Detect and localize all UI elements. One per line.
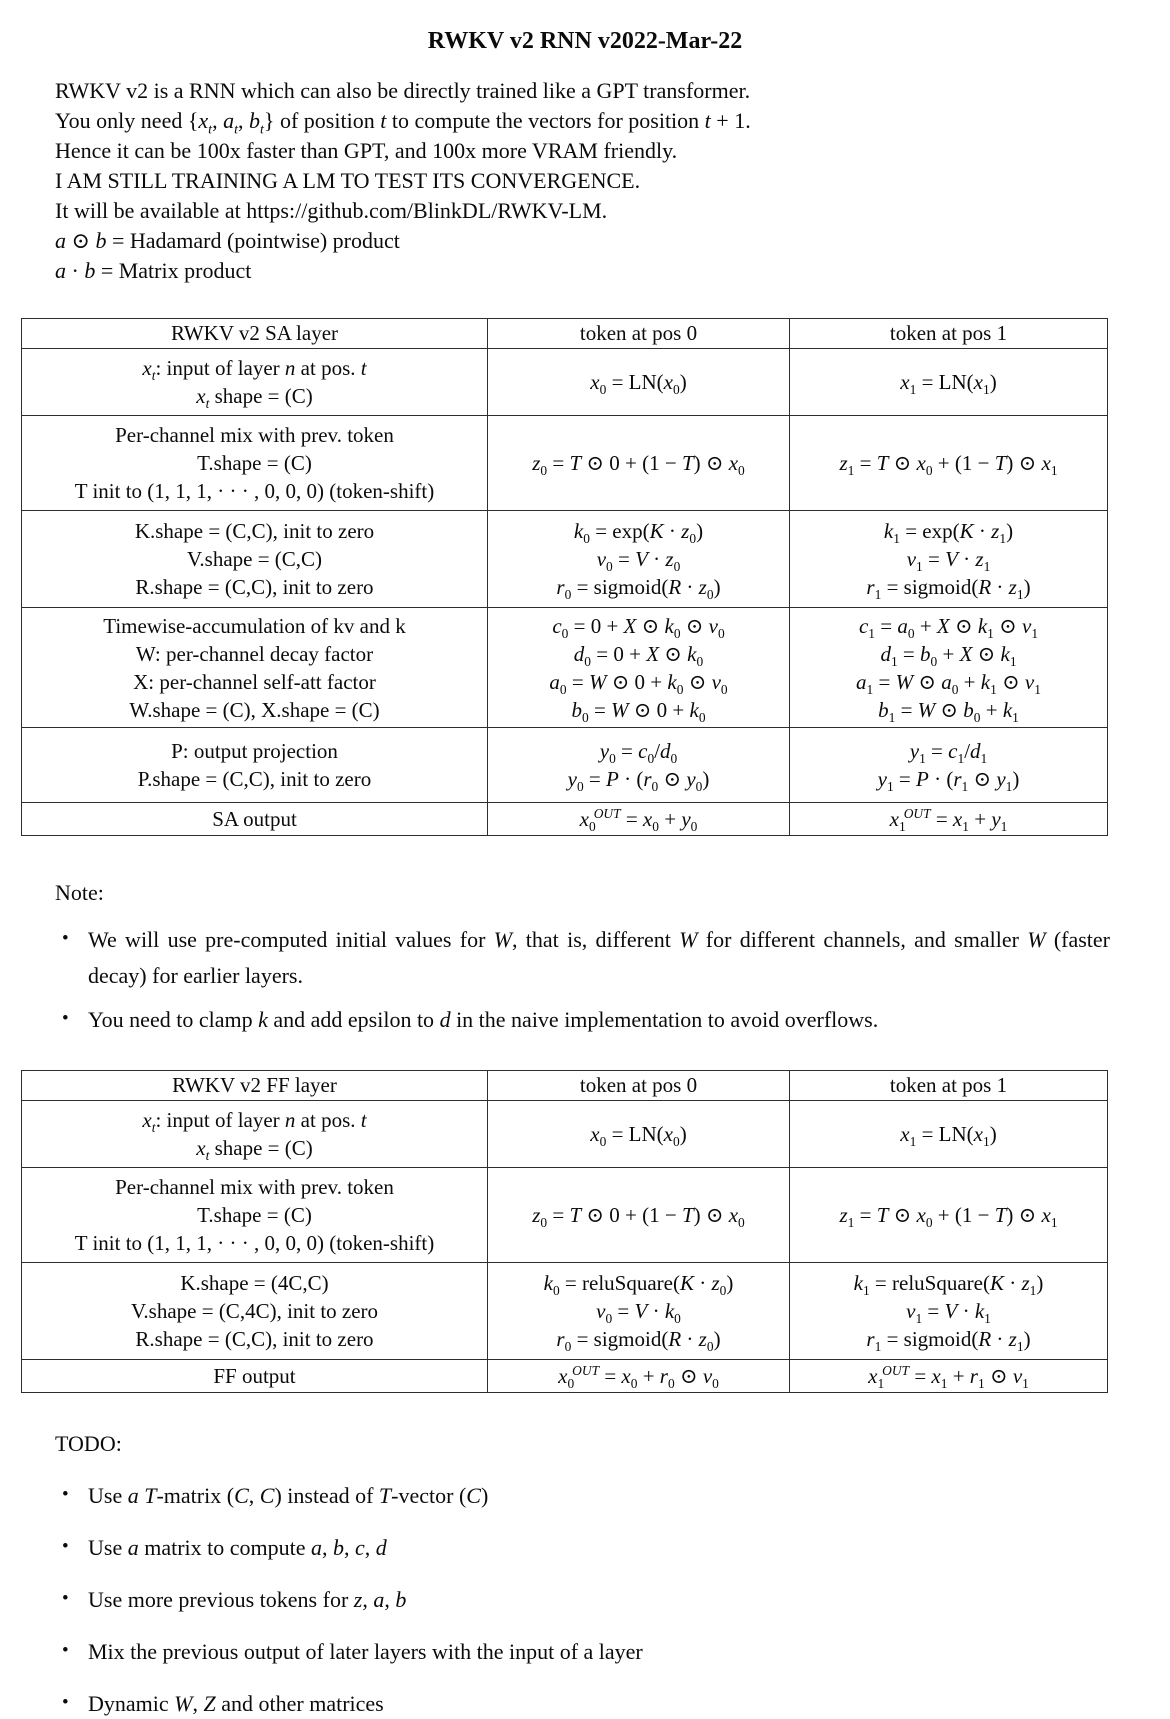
label-line: SA output: [212, 807, 297, 831]
todo-bullet: [62, 1533, 1110, 1563]
note-bullet-text: We will use pre-computed initial values for W, that is, different W for different channels, and smaller W (faster decay) for earlier layers.: [88, 927, 1111, 988]
intro-line: Hence it can be 100x faster than GPT, and 100x more VRAM friendly.: [55, 138, 678, 163]
formula-line: $z_0 = T$ ⊙ 0 + (1 − T) ⊙ $x_0$: [532, 451, 745, 479]
formula-cell: [790, 608, 1108, 728]
todo-bullet: [62, 1585, 1110, 1615]
formula-cell: [488, 608, 790, 728]
table-row: [22, 803, 1108, 836]
label-line: Per-channel mix with prev. token: [115, 1175, 394, 1199]
formula-line: $a_0 = W$ ⊙ $0 + k_0$ ⊙ $v_0$: [549, 669, 728, 697]
label-line: Timewise-accumulation of kv and k: [103, 613, 406, 638]
label-cell: [22, 1263, 488, 1360]
label-cell: [22, 803, 488, 836]
formula-line: $b_1 = W$ ⊙ $b_0 + k_1$: [878, 697, 1019, 725]
label-cell: [22, 1360, 488, 1393]
formula-cell: [790, 1263, 1108, 1360]
formula-line: $z_1 = T$ ⊙ $x_0 + (1 - T)$ ⊙ $x_1$: [839, 451, 1058, 479]
formula-cell: [488, 728, 790, 803]
intro-line: You only need {$x_t$, $a_t$, $b_t$} of position t to compute the vectors for position t + 1.: [55, 108, 751, 138]
label-line: T init to (1, 1, 1, · · · , 0, 0, 0) (token-shift): [74, 479, 435, 503]
formula-line: $b_0 = W$ ⊙ $0 + k_0$: [571, 697, 706, 725]
label-line: P: output projection: [171, 739, 338, 763]
label-line: V.shape = (C,4C), init to zero: [130, 1299, 379, 1323]
label-line: W: per-channel decay factor: [135, 641, 374, 666]
label-cell: [22, 1168, 488, 1263]
formula-cell: [790, 416, 1108, 511]
formula-line: $r_0$ = sigmoid(R · $z_0$): [556, 575, 721, 603]
formula-line: $x_0^{OUT} = x_0 + y_0$: [579, 806, 698, 835]
hadamard-definition: a ⊙ b = Hadamard (pointwise) product: [55, 228, 400, 253]
formula-line: $v_1 = V \cdot z_1$: [906, 547, 991, 575]
todo-bullet-text: Mix the previous output of later layers with the input of a layer: [88, 1639, 643, 1664]
label-line: R.shape = (C,C), init to zero: [135, 575, 374, 599]
table-header-cell: token at pos 1: [790, 319, 1108, 349]
formula-cell: [488, 1360, 790, 1393]
formula-cell: [488, 349, 790, 416]
formula-line: $x_1^{OUT} = x_1 + r_1$ ⊙ $v_1$: [868, 1363, 1029, 1392]
table-header-row: [22, 1071, 1108, 1101]
formula-cell: [488, 1101, 790, 1168]
bullet-icon: •: [62, 1588, 69, 1609]
todo-list: [0, 1481, 1170, 1719]
formula-line: $k_1 = \exp(K \cdot z_1)$: [883, 519, 1014, 547]
note-bullet: [62, 922, 1111, 994]
todo-bullet: [62, 1481, 1110, 1511]
table-row: [22, 728, 1108, 803]
formula-cell: [488, 1168, 790, 1263]
todo-bullet-text: Use more previous tokens for z, a, b: [88, 1587, 407, 1612]
formula-line: $r_1$ = sigmoid(R · $z_1$): [866, 1327, 1031, 1355]
label-line: FF output: [213, 1364, 296, 1388]
todo-bullet-text: Use a T-matrix (C, C) instead of T-vector (C): [88, 1483, 489, 1508]
formula-cell: [488, 803, 790, 836]
formula-line: $y_0 = c_0/d_0$: [599, 739, 678, 767]
matrix-product-definition: a · b = Matrix product: [55, 258, 252, 283]
bullet-icon: •: [62, 928, 69, 949]
formula-cell: [488, 511, 790, 608]
formula-cell: [790, 1168, 1108, 1263]
label-cell: [22, 416, 488, 511]
formula-line: $x_1^{OUT} = x_1 + y_1$: [889, 806, 1008, 835]
formula-cell: [790, 1360, 1108, 1393]
formula-line: $d_1 = b_0 + X$ ⊙ $k_1$: [880, 641, 1017, 669]
table-row: [22, 608, 1108, 728]
label-line: T init to (1, 1, 1, · · · , 0, 0, 0) (token-shift): [74, 1231, 435, 1255]
formula-line: $x_1 = LN(x_1)$: [900, 1122, 997, 1150]
label-cell: [22, 349, 488, 416]
formula-line: $v_1 = V \cdot k_1$: [906, 1299, 991, 1327]
table-row: [22, 1360, 1108, 1393]
bullet-icon: •: [62, 1536, 69, 1557]
table-row: [22, 416, 1108, 511]
formula-line: $x_1 = LN(x_1)$: [900, 370, 997, 398]
label-cell: [22, 728, 488, 803]
label-line: V.shape = (C,C): [186, 547, 323, 571]
label-line: X: per-channel self-att factor: [133, 669, 376, 694]
formula-cell: [790, 1101, 1108, 1168]
table-row: [22, 511, 1108, 608]
formula-line: $k_0 = \exp(K \cdot z_0)$: [573, 519, 704, 547]
todo-bullet-text: Use a matrix to compute a, b, c, d: [88, 1535, 387, 1560]
table-row: [22, 1263, 1108, 1360]
label-cell: [22, 1101, 488, 1168]
label-line: Per-channel mix with prev. token: [115, 423, 394, 447]
todo-bullet-text: Dynamic W, Z and other matrices: [88, 1691, 384, 1716]
formula-line: $c_0 = 0 + X$ ⊙ $k_0$ ⊙ $v_0$: [552, 613, 725, 641]
table-row: [22, 349, 1108, 416]
formula-line: $y_1 = c_1/d_1$: [909, 739, 988, 767]
label-line: R.shape = (C,C), init to zero: [135, 1327, 374, 1351]
label-line: P.shape = (C,C), init to zero: [137, 767, 372, 791]
todo-heading: TODO:: [55, 1431, 122, 1456]
formula-line: $x_0 = LN(x_0)$: [590, 370, 687, 398]
bullet-icon: •: [62, 1484, 69, 1505]
table-header-row: [22, 319, 1108, 349]
label-line: $x_t$ shape = (C): [196, 384, 313, 412]
label-line: $x_t$: input of layer n at pos. t: [142, 1108, 367, 1136]
formula-line: $k_1$ = reluSquare(K · $z_1$): [853, 1271, 1044, 1299]
label-cell: [22, 608, 488, 728]
formula-line: $z_1 = T$ ⊙ $x_0 + (1 - T)$ ⊙ $x_1$: [839, 1203, 1058, 1231]
formula-line: $v_0 = V \cdot k_0$: [596, 1299, 681, 1327]
todo-bullet: [62, 1689, 1110, 1719]
table-title-cell: RWKV v2 SA layer: [22, 319, 488, 349]
label-line: $x_t$ shape = (C): [196, 1136, 313, 1164]
table-header-cell: token at pos 1: [790, 1071, 1108, 1101]
table-row: [22, 1101, 1108, 1168]
note-list: [0, 922, 1170, 1038]
bullet-icon: •: [62, 1008, 69, 1029]
label-line: K.shape = (C,C), init to zero: [134, 519, 375, 543]
formula-line: $r_1$ = sigmoid(R · $z_1$): [866, 575, 1031, 603]
formula-cell: [488, 1263, 790, 1360]
table-header-cell: token at pos 0: [488, 319, 790, 349]
table-header-cell: token at pos 0: [488, 1071, 790, 1101]
ff-layer-table: [21, 1070, 1108, 1393]
formula-line: $c_1 = a_0 + X$ ⊙ $k_1$ ⊙ $v_1$: [858, 613, 1039, 641]
table-row: [22, 1168, 1108, 1263]
formula-line: $k_0$ = reluSquare(K · $z_0$): [543, 1271, 734, 1299]
formula-cell: [790, 349, 1108, 416]
formula-line: $y_1 = P \cdot (r_1$ ⊙ $y_1$): [877, 767, 1020, 795]
note-bullet-text: You need to clamp k and add epsilon to d in the naive implementation to avoid overflows.: [88, 1007, 879, 1032]
formula-line: $v_0 = V \cdot z_0$: [596, 547, 681, 575]
intro-line: RWKV v2 is a RNN which can also be directly trained like a GPT transformer.: [55, 78, 751, 103]
bullet-icon: •: [62, 1640, 69, 1661]
formula-cell: [488, 416, 790, 511]
label-line: $x_t$: input of layer n at pos. t: [142, 356, 367, 384]
intro-paragraph: [55, 76, 1115, 286]
note-heading: Note:: [55, 880, 104, 905]
page-title: RWKV v2 RNN v2022-Mar-22: [427, 28, 743, 54]
formula-line: $d_0 = 0 + X$ ⊙ $k_0$: [573, 641, 704, 669]
formula-cell: [790, 511, 1108, 608]
formula-line: $r_0$ = sigmoid(R · $z_0$): [556, 1327, 721, 1355]
label-line: W.shape = (C), X.shape = (C): [129, 697, 380, 722]
formula-line: $a_1 = W$ ⊙ $a_0 + k_1$ ⊙ $v_1$: [856, 669, 1041, 697]
intro-line: I AM STILL TRAINING A LM TO TEST ITS CONVERGENCE.: [55, 168, 641, 193]
sa-layer-table: [21, 318, 1108, 836]
bullet-icon: •: [62, 1692, 69, 1713]
label-line: T.shape = (C): [197, 1203, 312, 1227]
label-line: T.shape = (C): [197, 451, 312, 475]
formula-cell: [790, 803, 1108, 836]
repo-url-text: It will be available at https://github.com/BlinkDL/RWKV-LM.: [55, 198, 608, 223]
formula-line: $x_0 = LN(x_0)$: [590, 1122, 687, 1150]
label-line: K.shape = (4C,C): [180, 1271, 329, 1295]
formula-line: $y_0 = P \cdot (r_0$ ⊙ $y_0$): [567, 767, 710, 795]
note-bullet: [62, 1002, 1110, 1038]
formula-line: $z_0 = T$ ⊙ 0 + (1 − T) ⊙ $x_0$: [532, 1203, 745, 1231]
label-cell: [22, 511, 488, 608]
formula-cell: [790, 728, 1108, 803]
todo-bullet: [62, 1637, 1110, 1667]
table-title-cell: RWKV v2 FF layer: [22, 1071, 488, 1101]
formula-line: $x_0^{OUT} = x_0 + r_0$ ⊙ $v_0$: [558, 1363, 719, 1392]
